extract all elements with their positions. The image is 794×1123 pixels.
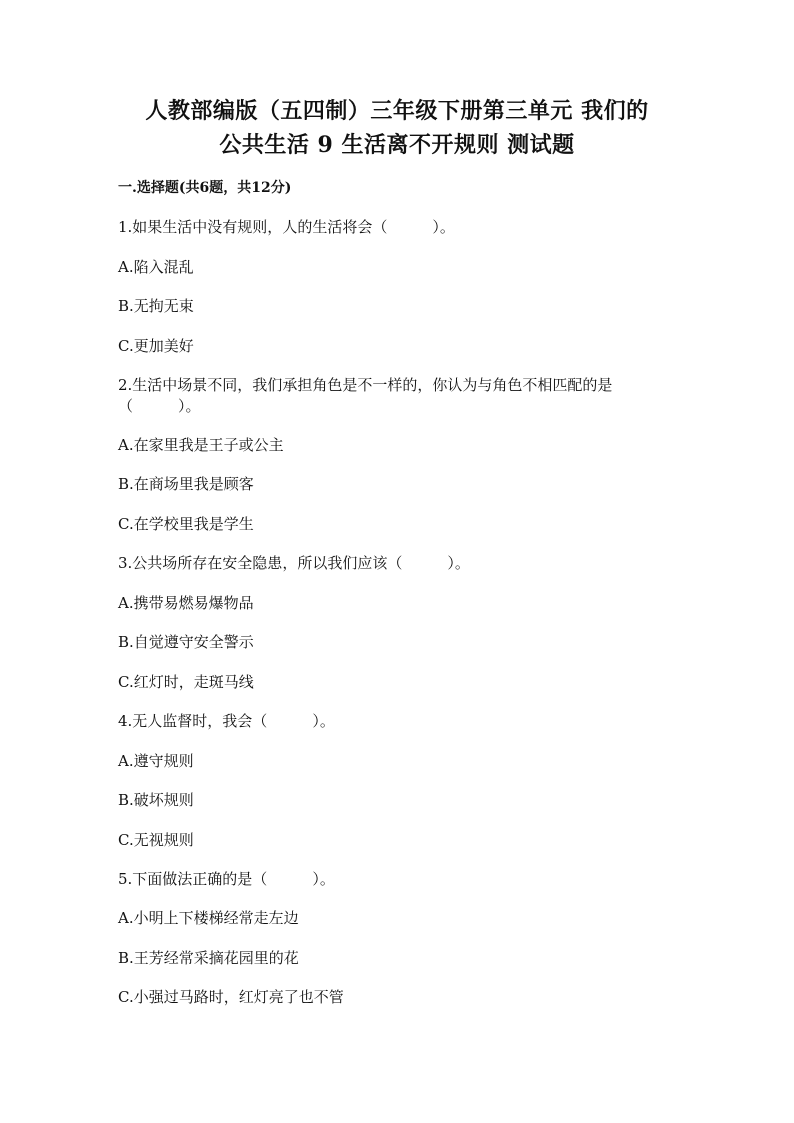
question-2-stem: 2.生活中场景不同，我们承担角色是不一样的，你认为与角色不相匹配的是	[118, 376, 613, 394]
document-title-line-1: 人教部编版（五四制）三年级下册第三单元 我们的	[145, 98, 649, 124]
document-title-line-2: 公共生活 9 生活离不开规则 测试题	[219, 132, 575, 158]
question-4-option-a: A.遵守规则	[118, 752, 194, 770]
question-2-option-b: B.在商场里我是顾客	[118, 475, 254, 493]
question-2-option-a: A.在家里我是王子或公主	[118, 436, 284, 454]
question-3-stem: 3.公共场所存在安全隐患，所以我们应该（ ）。	[118, 554, 470, 572]
question-3-option-b: B.自觉遵守安全警示	[118, 633, 254, 651]
question-5-option-a: A.小明上下楼梯经常走左边	[118, 909, 299, 927]
question-3-option-a: A.携带易燃易爆物品	[118, 594, 254, 612]
question-1-stem: 1.如果生活中没有规则，人的生活将会（ ）。	[118, 218, 455, 236]
question-1-option-c: C.更加美好	[118, 337, 194, 355]
question-1-option-a: A.陷入混乱	[118, 258, 194, 276]
question-5-stem: 5.下面做法正确的是（ ）。	[118, 870, 335, 888]
section-heading: 一.选择题(共6题，共12分)	[118, 180, 292, 196]
question-4-option-b: B.破坏规则	[118, 791, 194, 809]
question-4-option-c: C.无视规则	[118, 831, 194, 849]
question-3-option-c: C.红灯时，走斑马线	[118, 673, 254, 691]
question-5-option-b: B.王芳经常采摘花园里的花	[118, 949, 299, 967]
question-1-option-b: B.无拘无束	[118, 297, 194, 315]
question-2-stem-continued: （ ）。	[118, 397, 201, 415]
question-4-stem: 4.无人监督时，我会（ ）。	[118, 712, 335, 730]
question-2-option-c: C.在学校里我是学生	[118, 515, 254, 533]
question-5-option-c: C.小强过马路时，红灯亮了也不管	[118, 988, 344, 1006]
